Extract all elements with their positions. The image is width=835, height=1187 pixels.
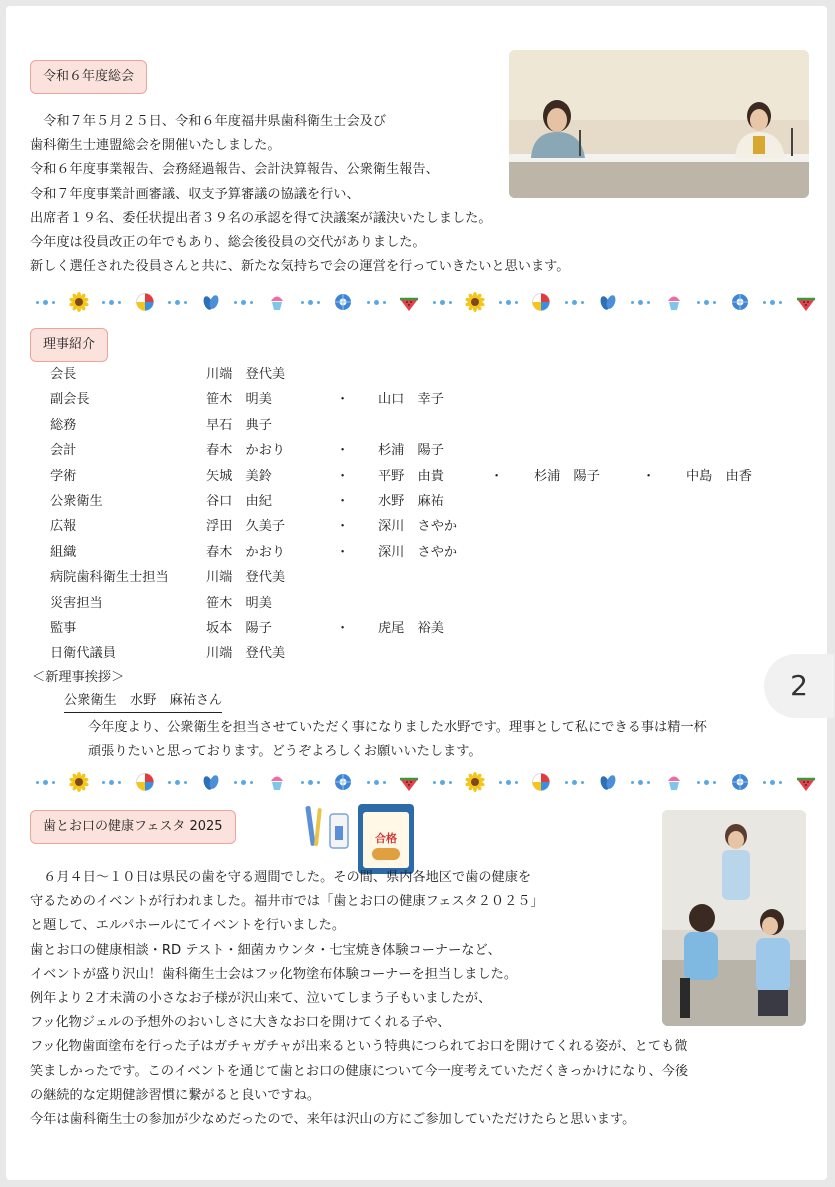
new-director-greeting bbox=[32, 666, 124, 690]
roster-separator: ・ bbox=[336, 544, 350, 560]
sunflower-icon bbox=[465, 292, 485, 312]
roster-member-name: 坂本 陽子 bbox=[206, 620, 272, 636]
assembly-line: 出席者１９名、委任状提出者３９名の承認を得て決議案が議決いたしました。 bbox=[30, 210, 492, 226]
decoration-dots bbox=[36, 300, 55, 305]
sunflower-icon bbox=[69, 292, 89, 312]
decoration-dots bbox=[763, 300, 782, 305]
roster-role: 公衆衛生 bbox=[50, 493, 103, 509]
beach-ball-icon bbox=[531, 292, 551, 312]
sunflower-icon bbox=[465, 772, 485, 792]
roster-member-name: 深川 さやか bbox=[378, 519, 458, 535]
roster-role: 病院歯科衛生士担当 bbox=[50, 570, 169, 586]
assembly-line: 令和７年５月２５日、令和６年度福井県歯科衛生士会及び bbox=[30, 114, 387, 129]
shaved-ice-icon bbox=[664, 772, 684, 792]
morning-glory-icon bbox=[333, 292, 353, 312]
festa-line: と題して、エルパホールにてイベントを行いました。 bbox=[30, 918, 346, 934]
roster-role: 学術 bbox=[50, 468, 77, 484]
decoration-dots bbox=[102, 300, 121, 305]
decoration-dots bbox=[697, 300, 716, 305]
decoration-dots bbox=[168, 780, 187, 785]
roster-member-name: 春木 かおり bbox=[206, 443, 286, 459]
festa-line: の継続的な定期健診習慣に繋がると良いですね。 bbox=[30, 1087, 321, 1103]
roster-role: 副会長 bbox=[50, 392, 90, 408]
roster-member-name: 川端 登代美 bbox=[206, 646, 286, 662]
roster-member-name: 早石 典子 bbox=[206, 417, 272, 433]
roster-separator: ・ bbox=[642, 468, 656, 484]
summer-decoration-row bbox=[36, 770, 816, 794]
roster-member-name: 虎尾 裕美 bbox=[378, 620, 444, 636]
watermelon-icon bbox=[796, 292, 816, 312]
roster-member-name: 深川 さやか bbox=[378, 544, 458, 560]
morning-glory-icon bbox=[333, 772, 353, 792]
decoration-dots bbox=[433, 300, 452, 305]
decoration-dots bbox=[697, 780, 716, 785]
roster-separator: ・ bbox=[336, 392, 350, 408]
roster-role: 日衛代議員 bbox=[50, 646, 116, 662]
festa-line: フッ化物歯面塗布を行った子はガチャガチャが出来るという特典につられてお口を開けてくれる姿が、とても微 bbox=[30, 1039, 688, 1055]
watermelon-icon bbox=[796, 772, 816, 792]
shaved-ice-icon bbox=[267, 772, 287, 792]
section-title-assembly: 令和６年度総会 bbox=[30, 60, 147, 94]
greeting-body bbox=[88, 716, 707, 764]
roster-role: 広報 bbox=[50, 519, 77, 535]
assembly-line: 新しく選任された役員さんと共に、新たな気持ちで会の運営を行っていきたいと思います。 bbox=[30, 259, 570, 275]
festa-line: ６月４日～１０日は県民の歯を守る週間でした。その間、県内各地区で歯の健康を bbox=[30, 870, 532, 885]
section-title-festa: 歯とお口の健康フェスタ 2025 bbox=[30, 810, 236, 844]
roster-member-name: 川端 登代美 bbox=[206, 367, 286, 382]
sandals-icon bbox=[598, 292, 618, 312]
roster-role: 会長 bbox=[50, 367, 77, 382]
summer-decoration-row bbox=[36, 290, 816, 314]
beach-ball-icon bbox=[135, 292, 155, 312]
roster-separator: ・ bbox=[336, 519, 350, 535]
roster-member-name: 水野 麻祐 bbox=[378, 493, 444, 509]
roster-role: 会計 bbox=[50, 443, 77, 459]
decoration-dots bbox=[367, 780, 386, 785]
greeting-speaker: 公衆衛生 水野 麻祐さん bbox=[64, 690, 222, 713]
festa-text bbox=[30, 866, 688, 1132]
decoration-dots bbox=[301, 780, 320, 785]
roster-member-name: 笹木 明美 bbox=[206, 392, 272, 408]
roster-role: 総務 bbox=[50, 417, 77, 433]
roster-separator: ・ bbox=[336, 443, 350, 459]
decoration-dots bbox=[565, 780, 584, 785]
roster-member-name: 山口 幸子 bbox=[378, 392, 444, 408]
roster-role: 組織 bbox=[50, 544, 77, 560]
roster-separator: ・ bbox=[490, 468, 504, 484]
festa-line: フッ化物ジェルの予想外のおいしさに大きなお口を開けてくれる子や、 bbox=[30, 1015, 451, 1031]
festa-line: 守るためのイベントが行われました。福井市では「歯とお口の健康フェスタ２０２５」 bbox=[30, 894, 544, 910]
roster-separator: ・ bbox=[336, 493, 350, 509]
toothpaste-icon bbox=[328, 812, 350, 856]
decoration-dots bbox=[234, 300, 253, 305]
roster-role: 監事 bbox=[50, 620, 77, 636]
sandals-icon bbox=[201, 292, 221, 312]
decoration-dots bbox=[631, 300, 650, 305]
assembly-line: 今年度は役員改正の年でもあり、総会後役員の交代がありました。 bbox=[30, 234, 426, 250]
sunflower-icon bbox=[69, 772, 89, 792]
greeting-line: 今年度より、公衆衛生を担当させていただく事になりました水野です。理事として私にできる事は精一杯 bbox=[88, 720, 707, 735]
page-number: 2 bbox=[764, 654, 834, 718]
decoration-dots bbox=[234, 780, 253, 785]
greeting-heading: ＜新理事挨拶＞ bbox=[32, 670, 125, 685]
greeting-line: 頑張りたいと思っております。どうぞよろしくお願いいたします。 bbox=[88, 744, 482, 760]
assembly-text bbox=[30, 110, 570, 279]
decoration-dots bbox=[433, 780, 452, 785]
decoration-dots bbox=[102, 780, 121, 785]
morning-glory-icon bbox=[730, 292, 750, 312]
roster-member-name: 中島 由香 bbox=[686, 468, 752, 484]
beach-ball-icon bbox=[135, 772, 155, 792]
decoration-dots bbox=[36, 780, 55, 785]
roster-member-name: 春木 かおり bbox=[206, 544, 286, 560]
watermelon-icon bbox=[399, 772, 419, 792]
assembly-line: 令和７年度事業計画審議、収支予算審議の協議を行い、 bbox=[30, 186, 360, 202]
sandals-icon bbox=[201, 772, 221, 792]
section-title-board: 理事紹介 bbox=[30, 328, 108, 362]
decoration-dots bbox=[168, 300, 187, 305]
festa-line: イベントが盛り沢山！歯科衛生士会はフッ化物塗布体験コーナーを担当しました。 bbox=[30, 966, 518, 982]
decoration-dots bbox=[499, 300, 518, 305]
roster-member-name: 谷口 由紀 bbox=[206, 493, 272, 509]
roster-role: 災害担当 bbox=[50, 595, 103, 611]
shaved-ice-icon bbox=[267, 292, 287, 312]
roster-member-name: 川端 登代美 bbox=[206, 570, 286, 586]
roster-member-name: 杉浦 陽子 bbox=[378, 443, 444, 459]
decoration-dots bbox=[631, 780, 650, 785]
beach-ball-icon bbox=[531, 772, 551, 792]
decoration-dots bbox=[367, 300, 386, 305]
festa-line: 例年より２才未満の小さなお子様が沢山来て、泣いてしまう子もいましたが、 bbox=[30, 990, 492, 1006]
roster-member-name: 平野 由貴 bbox=[378, 468, 444, 484]
morning-glory-icon bbox=[730, 772, 750, 792]
shaved-ice-icon bbox=[664, 292, 684, 312]
decoration-dots bbox=[763, 780, 782, 785]
festa-line: 歯とお口の健康相談・RD テスト・細菌カウンタ・七宝焼き体験コーナーなど、 bbox=[30, 942, 501, 958]
newsletter-page bbox=[6, 6, 827, 1180]
roster-member-name: 浮田 久美子 bbox=[206, 519, 286, 535]
assembly-line: 歯科衛生士連盟総会を開催いたしました。 bbox=[30, 138, 281, 154]
decoration-dots bbox=[301, 300, 320, 305]
roster-member-name: 笹木 明美 bbox=[206, 595, 272, 611]
fluoride-product-package bbox=[358, 804, 414, 874]
roster-member-name: 杉浦 陽子 bbox=[534, 468, 600, 484]
festa-line: 今年は歯科衛生士の参加が少なめだったので、来年は沢山の方にご参加していただけたらと思います。 bbox=[30, 1111, 636, 1127]
roster-member-name: 矢城 美鈴 bbox=[206, 468, 272, 484]
sandals-icon bbox=[598, 772, 618, 792]
product-label: 合格 bbox=[375, 832, 397, 845]
assembly-line: 令和６年度事業報告、会務経過報告、会計決算報告、公衆衛生報告、 bbox=[30, 162, 439, 178]
watermelon-icon bbox=[399, 292, 419, 312]
decoration-dots bbox=[499, 780, 518, 785]
roster-separator: ・ bbox=[336, 620, 350, 636]
toothbrush-icon bbox=[302, 802, 328, 854]
roster-separator: ・ bbox=[336, 468, 350, 484]
festa-line: 笑ましかったです。このイベントを通じて歯とお口の健康について今一度考えていただくきっかけになり、今後 bbox=[30, 1063, 689, 1079]
decoration-dots bbox=[565, 300, 584, 305]
